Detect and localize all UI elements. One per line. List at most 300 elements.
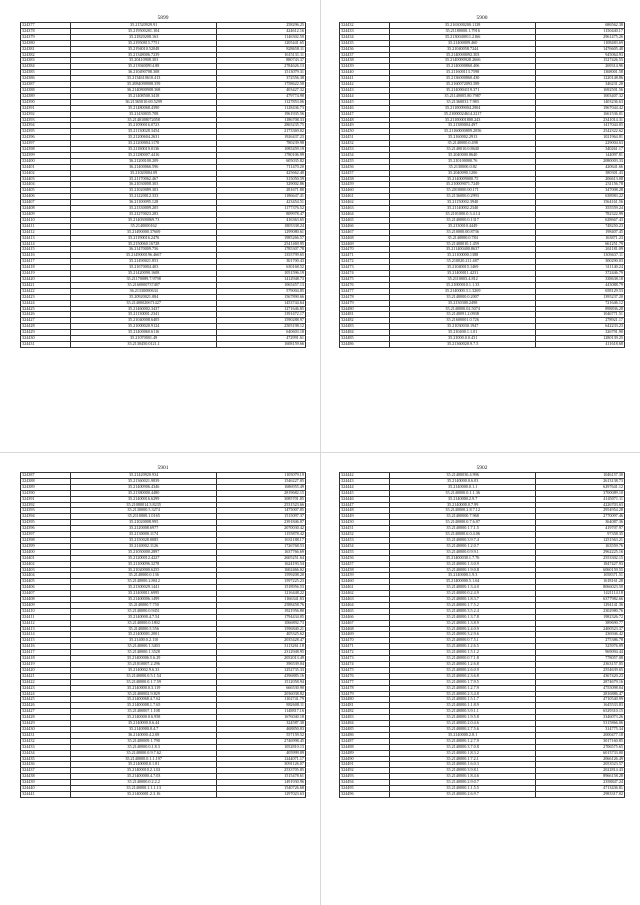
value-cell: 1546227.05 (217, 478, 306, 484)
coordinate-cell: 35.21400.0.2.110 (70, 638, 217, 644)
value-cell: 372446.79 (536, 271, 625, 277)
coordinate-cell: 35.21360020.9.7.5 (389, 341, 536, 347)
row-id-cell: 324434 (340, 34, 390, 40)
page-number: 5902 (476, 465, 488, 471)
row-id-cell: 324380 (21, 40, 71, 46)
value-cell: 6060159.55 (536, 567, 625, 573)
coordinate-cell: 35.2140000.3.1.3269 (389, 288, 536, 294)
value-cell: 1596840.21 (217, 626, 306, 632)
coordinate-cell: 35.21100000.1388 (389, 253, 536, 259)
value-cell: 2961475.26 (536, 34, 625, 40)
row-id-cell: 324490 (340, 756, 390, 762)
value-cell: 4755098.04 (536, 685, 625, 691)
value-cell: 1105079.19 (217, 473, 306, 479)
page-sheet (339, 464, 625, 798)
value-cell: 281671.80 (217, 188, 306, 194)
value-cell: 748250.23 (536, 223, 625, 229)
coordinate-cell: 35.21090016.0723 (70, 123, 217, 129)
coordinate-cell: 35.21160000809.2056 (389, 129, 536, 135)
value-cell: 372556.38 (217, 76, 306, 82)
value-cell: 1205441.65 (217, 40, 306, 46)
row-id-cell: 324467 (340, 620, 390, 626)
coordinate-cell: 35.2140000.1.3.0.9 (389, 561, 536, 567)
row-id-cell: 324386 (21, 76, 71, 82)
value-cell: 2358847.24 (536, 780, 625, 786)
coordinate-cell: 35.2140000.1.1.8.9 (389, 703, 536, 709)
coordinate-cell: 35.21400010.2.1.02 (70, 768, 217, 774)
row-id-cell: 324389 (21, 93, 71, 99)
value-cell: 1686955.49 (217, 484, 306, 490)
value-cell: 3700089.10 (536, 490, 625, 496)
value-cell: 686562.38 (536, 23, 625, 29)
coordinate-cell: 35.2140002.1126 (70, 543, 217, 549)
row-id-cell: 324422 (21, 679, 71, 685)
row-id-cell: 324410 (21, 608, 71, 614)
value-cell: 2400523.37 (536, 626, 625, 632)
value-cell: 1847427.93 (536, 561, 625, 567)
coordinate-cell: 35.2140000.0.9451 (70, 608, 217, 614)
coordinate-cell: 35.21400068.4.7.62 (70, 697, 217, 703)
value-cell: 2505198.12 (217, 324, 306, 330)
row-id-cell: 324481 (340, 312, 390, 318)
row-id-cell: 324429 (21, 330, 71, 336)
row-id-cell: 324452 (340, 141, 390, 147)
value-cell: 405999.09 (217, 750, 306, 756)
coordinate-cell: 35.210009071.7249 (389, 182, 536, 188)
value-cell: 1985266.57 (217, 235, 306, 241)
row-id-cell: 324472 (340, 259, 390, 265)
value-cell: 4710540.99 (536, 697, 625, 703)
value-cell: 315050.59 (217, 176, 306, 182)
row-id-cell: 324467 (340, 229, 390, 235)
coordinate-cell: 35.2140000.0.1317 (389, 217, 536, 223)
row-id-cell: 324397 (21, 532, 71, 538)
coordinate-cell: 35.2130000.1174 (70, 532, 217, 538)
coordinate-cell: 35.2140000.2.9.0.7 (389, 780, 536, 786)
row-id-cell: 324393 (21, 508, 71, 514)
row-id-cell: 324433 (340, 28, 390, 34)
coordinate-cell: 35.2140000.0.7.1.8 (389, 656, 536, 662)
row-id-cell: 324383 (21, 58, 71, 64)
value-cell: 721646.12 (536, 300, 625, 306)
value-cell: 347008.28 (536, 188, 625, 194)
coordinate-cell: 35.21200004.1170 (70, 141, 217, 147)
coordinate-cell: 35.2130300.2498 (389, 300, 536, 306)
row-id-cell: 324463 (340, 597, 390, 603)
value-cell: 2022814.43 (536, 768, 625, 774)
row-id-cell: 324491 (340, 762, 390, 768)
row-id-cell: 324460 (340, 579, 390, 585)
value-cell: 1512058.94 (217, 679, 306, 685)
row-id-cell: 324408 (21, 206, 71, 212)
data-table (20, 22, 306, 348)
row-id-cell: 324461 (340, 194, 390, 200)
coordinate-cell: 35.2120008.6977 (70, 526, 217, 532)
value-cell: 1395237.20 (536, 294, 625, 300)
row-id-cell: 324404 (21, 573, 71, 579)
coordinate-cell: 35.2140000.1.7.1.5 (389, 526, 536, 532)
coordinate-cell: 35.2140000.2.6.0.9 (389, 667, 536, 673)
value-cell: 380301.43 (536, 170, 625, 176)
coordinate-cell: 35.2130010.4449 (389, 223, 536, 229)
value-cell: 416363.65 (217, 217, 306, 223)
value-cell: 269314.96 (536, 64, 625, 70)
value-cell: 2000477.18 (536, 732, 625, 738)
page-sheet (20, 464, 306, 798)
value-cell: 658129.53 (536, 288, 625, 294)
row-id-cell: 324445 (340, 99, 390, 105)
value-cell: 640603.18 (217, 330, 306, 336)
coordinate-cell: 35.2140000.0.1.8.3 (70, 744, 217, 750)
value-cell: 828658.11 (217, 46, 306, 52)
row-id-cell: 324479 (340, 300, 390, 306)
value-cell: 1417044.05 (536, 123, 625, 129)
value-cell: 2983317.02 (536, 791, 625, 797)
row-id-cell: 324414 (21, 241, 71, 247)
row-id-cell: 324479 (340, 691, 390, 697)
row-id-cell: 324421 (21, 673, 71, 679)
row-id-cell: 324458 (340, 567, 390, 573)
coordinate-cell: 35.2140000.0.7.99 (389, 502, 536, 508)
row-id-cell: 324419 (21, 662, 71, 668)
value-cell: 579004.85 (217, 288, 306, 294)
value-cell: 1085459.19 (217, 147, 306, 153)
coordinate-cell: 35.2140000.0.136 (70, 573, 217, 579)
value-cell: 2874679.16 (536, 679, 625, 685)
coordinate-cell: 35.2140000.0.7.5.1 (389, 638, 536, 644)
value-cell: 1303637.11 (536, 253, 625, 259)
row-id-cell: 324446 (340, 105, 390, 111)
coordinate-cell: 35.2140000.0.7.6.07 (389, 520, 536, 526)
value-cell: 1785307.78 (217, 247, 306, 253)
coordinate-cell: 35.2140000.3.5.2.4 (389, 608, 536, 614)
coordinate-cell: 35.2140000.2.8612 (70, 579, 217, 585)
coordinate-cell: 35.2140000.2.3.4.8 (389, 691, 536, 697)
row-id-cell: 324447 (340, 502, 390, 508)
coordinate-cell: 35.2140000.3.7.0.8 (389, 744, 536, 750)
coordinate-cell: 35.2140000.0.6.958 (70, 715, 217, 721)
page-divider-horizontal (0, 452, 640, 453)
coordinate-cell: 35.21400008.1.7.65 (70, 703, 217, 709)
value-cell: 4145071.11 (536, 496, 625, 502)
coordinate-cell: 35.2140000.1.7.2.1 (389, 756, 536, 762)
value-cell: 1921956.80 (217, 608, 306, 614)
row-id-cell: 324437 (21, 768, 71, 774)
value-cell: 1294141.36 (536, 602, 625, 608)
value-cell: 1476605.48 (536, 46, 625, 52)
value-cell: 3085701.85 (217, 496, 306, 502)
coordinate-cell: 35.21040015.1469 (389, 265, 536, 271)
coordinate-cell: 35.21380000.4480 (70, 490, 217, 496)
row-id-cell: 324441 (21, 791, 71, 797)
coordinate-cell: 35.21490021.853 (70, 259, 217, 265)
value-cell: 231156.78 (536, 182, 625, 188)
value-cell: 1602466.02 (217, 567, 306, 573)
coordinate-cell: 35.2140000.0.9.7.62 (70, 750, 217, 756)
coordinate-cell: 35.2140000.0.784 (389, 235, 536, 241)
value-cell: 8066023.50 (536, 585, 625, 591)
value-cell: 1515097.37 (217, 514, 306, 520)
coordinate-cell: 35.2140000.2.3.6.8 (389, 673, 536, 679)
row-id-cell: 324475 (340, 667, 390, 673)
row-id-cell: 324401 (21, 555, 71, 561)
row-id-cell: 324488 (340, 744, 390, 750)
row-id-cell: 324388 (21, 478, 71, 484)
coordinate-cell: 35.21490000.37669 (70, 229, 217, 235)
row-id-cell: 324443 (340, 478, 390, 484)
value-cell: 340261.17 (536, 147, 625, 153)
row-id-cell: 324423 (21, 294, 71, 300)
coordinate-cell: 35.21070001.49 (70, 336, 217, 342)
coordinate-cell: 35.2140000.1.9.3 (389, 573, 536, 579)
row-id-cell: 324482 (340, 709, 390, 715)
coordinate-cell: 35.21100001800.243 (389, 117, 536, 123)
coordinate-cell: 35.2140000.5.556 (70, 626, 217, 632)
coordinate-cell: 35.2140000.0.5.1.54 (70, 673, 217, 679)
value-cell: 261181.09 (536, 247, 625, 253)
row-id-cell: 324468 (340, 235, 390, 241)
value-cell: 338638.18 (536, 276, 625, 282)
row-id-cell: 324435 (340, 40, 390, 46)
value-cell: 778057.08 (536, 656, 625, 662)
row-id-cell: 324485 (340, 726, 390, 732)
value-cell: 1515478.61 (217, 774, 306, 780)
value-cell: 8966158.28 (536, 774, 625, 780)
value-cell: 1624193.54 (217, 561, 306, 567)
coordinate-cell: 35.2140000.1.2.6.5 (389, 644, 536, 650)
row-id-cell: 324477 (340, 679, 390, 685)
row-id-cell: 324422 (21, 288, 71, 294)
value-cell: 275386.78 (536, 638, 625, 644)
value-cell: 1599208.20 (217, 573, 306, 579)
row-id-cell: 324450 (340, 129, 390, 135)
coordinate-cell: 35.21400001.2.3.16 (70, 791, 217, 797)
coordinate-cell: 35.2160002.2913 (389, 135, 536, 141)
value-cell: 3346073.26 (536, 715, 625, 721)
coordinate-cell: 35.2040000.8640 (389, 152, 536, 158)
row-id-cell: 324451 (340, 526, 390, 532)
coordinate-cell: 35.2140000860.406 (389, 64, 536, 70)
coordinate-cell: 35.21520929.91 (70, 23, 217, 29)
value-cell: 1146302.50 (217, 34, 306, 40)
row-id-cell: 324448 (340, 508, 390, 514)
data-table (339, 22, 625, 348)
coordinate-cell: 35.21408500.3418 (70, 93, 217, 99)
row-id-cell: 324390 (21, 490, 71, 496)
value-cell: 1403236.63 (536, 99, 625, 105)
coordinate-cell: 35.2140000162 (70, 223, 217, 229)
coordinate-cell: 35.2140000.1.2.6.8 (389, 662, 536, 668)
row-id-cell: 324402 (21, 561, 71, 567)
value-cell: 278921.17 (536, 318, 625, 324)
value-cell: 1155878.42 (217, 532, 306, 538)
value-cell: 236946.42 (536, 632, 625, 638)
coordinate-cell: 35.2140000.7.750 (70, 602, 217, 608)
row-id-cell: 324456 (340, 164, 390, 170)
coordinate-cell: 35.2134610610.413 (70, 76, 217, 82)
coordinate-cell: 35.21020008.995 (70, 520, 217, 526)
row-id-cell: 324464 (340, 212, 390, 218)
coordinate-cell: 35.21170062.467 (70, 176, 217, 182)
coordinate-cell: 35.2140000.0.9.9.1 (389, 549, 536, 555)
row-id-cell: 324438 (21, 774, 71, 780)
row-id-cell: 324450 (340, 520, 390, 526)
coordinate-cell: 35.21040008.6405 (70, 318, 217, 324)
coordinate-cell: 35.2140000.0.498 (389, 141, 536, 147)
row-id-cell: 324392 (21, 502, 71, 508)
coordinate-cell: 35.21140005.80.7987 (389, 93, 536, 99)
row-id-cell: 324485 (340, 336, 390, 342)
row-id-cell: 324466 (340, 223, 390, 229)
row-id-cell: 324464 (340, 602, 390, 608)
data-table (20, 472, 306, 798)
coordinate-cell: 35.21180000.1.7916 (389, 28, 536, 34)
coordinate-cell: 35.21460002.3437 (70, 306, 217, 312)
row-id-cell: 324414 (21, 632, 71, 638)
value-cell: 1280139.25 (536, 336, 625, 342)
coordinate-cell: 35.2110009004.2904 (389, 105, 536, 111)
value-cell: 1299080.61 (217, 229, 306, 235)
value-cell: 479774.98 (217, 93, 306, 99)
value-cell: 6015733.00 (536, 750, 625, 756)
row-id-cell: 324471 (340, 644, 390, 650)
row-id-cell: 324395 (21, 520, 71, 526)
value-cell: 1421114.18 (536, 591, 625, 597)
coordinate-cell: 35.21280007.4416 (70, 152, 217, 158)
value-cell: 1066892.73 (217, 620, 306, 626)
row-id-cell: 324440 (21, 786, 71, 792)
row-id-cell: 324433 (21, 744, 71, 750)
coordinate-cell: 35.21400006.5.6.29 (70, 656, 217, 662)
value-cell: 4713436.81 (536, 786, 625, 792)
coordinate-cell: 35.2140000.1.5.1.2 (389, 650, 536, 656)
value-cell: 1046157.30 (536, 473, 625, 479)
coordinate-cell: 35.2140000.02.5074 (389, 306, 536, 312)
value-cell: 1692501.56 (536, 87, 625, 93)
coordinate-cell: 35.2140000.1.2.0.7 (389, 543, 536, 549)
coordinate-cell: 35.21010007.2.296 (70, 662, 217, 668)
coordinate-cell: 35.2140000.2.8.1 (389, 732, 536, 738)
row-id-cell: 324476 (340, 282, 390, 288)
value-cell: 1252735.33 (217, 667, 306, 673)
value-cell: 1590288.97 (217, 318, 306, 324)
row-id-cell: 324399 (21, 152, 71, 158)
row-id-cell: 324454 (340, 543, 390, 549)
row-id-cell: 324420 (21, 667, 71, 673)
coordinate-cell: 35.21400011.4231 (389, 271, 536, 277)
value-cell: 1021964.81 (536, 135, 625, 141)
row-id-cell: 324455 (340, 549, 390, 555)
row-id-cell: 324473 (340, 656, 390, 662)
coordinate-cell: 35.21330009.205 (70, 206, 217, 212)
row-id-cell: 324448 (340, 117, 390, 123)
coordinate-cell: 35.21380004.497 (389, 123, 536, 129)
coordinate-cell: 35.21400020671427 (70, 300, 217, 306)
row-id-cell: 324459 (340, 573, 390, 579)
value-cell: 1661536.01 (536, 111, 625, 117)
row-id-cell: 324438 (340, 58, 390, 64)
row-id-cell: 324427 (21, 709, 71, 715)
row-id-cell: 324421 (21, 282, 71, 288)
row-id-cell: 324494 (340, 780, 390, 786)
coordinate-cell: 35.2150060.16728 (70, 241, 217, 247)
value-cell: 628667.43 (536, 217, 625, 223)
row-id-cell: 324466 (340, 614, 390, 620)
value-cell: 1186708.33 (217, 117, 306, 123)
value-cell: 2363157.05 (536, 662, 625, 668)
coordinate-cell: 35.2140000.4.7.54 (70, 614, 217, 620)
coordinate-cell: 35.210100000.76 (389, 158, 536, 164)
row-id-cell: 324411 (21, 614, 71, 620)
value-cell: 1758622.50 (217, 82, 306, 88)
coordinate-cell: 35.21020000.6255 (70, 567, 217, 573)
row-id-cell: 324462 (340, 591, 390, 597)
value-cell: 2173369.02 (217, 129, 306, 135)
value-cell: 3113261.18 (217, 644, 306, 650)
coordinate-cell: 35.2101000.0.3.4.14 (389, 212, 536, 218)
row-id-cell: 324391 (21, 496, 71, 502)
row-id-cell: 324377 (21, 23, 71, 29)
coordinate-cell: 35.21420090.1608 (70, 271, 217, 277)
row-id-cell: 324397 (21, 141, 71, 147)
coordinate-cell: 35.2140000.1.3403 (70, 644, 217, 650)
row-id-cell: 324481 (340, 703, 390, 709)
coordinate-cell: 35.21400906.4346 (70, 484, 217, 490)
value-cell: 2066126.49 (536, 756, 625, 762)
value-cell: 1412948.73 (217, 276, 306, 282)
coordinate-cell: 35.21400002.9.829 (70, 691, 217, 697)
coordinate-cell: 35.21400000.4.7.03 (70, 774, 217, 780)
row-id-cell: 324451 (340, 135, 390, 141)
row-id-cell: 324462 (340, 200, 390, 206)
value-cell: 1805338.24 (217, 223, 306, 229)
row-id-cell: 324469 (340, 241, 390, 247)
coordinate-cell: 35.21000.0.0.431 (389, 336, 536, 342)
value-cell: 638983.22 (536, 194, 625, 200)
value-cell: 880743.37 (217, 58, 306, 64)
value-cell: 945064.93 (536, 52, 625, 58)
coordinate-cell: 35.2140000.2.0.4.6 (389, 721, 536, 727)
coordinate-cell: 35.21670004.403 (70, 265, 217, 271)
row-id-cell: 324484 (340, 330, 390, 336)
value-cell: 1982326.72 (536, 614, 625, 620)
row-id-cell: 324446 (340, 496, 390, 502)
value-cell: 364087.36 (536, 520, 625, 526)
coordinate-cell: 35.2140000.2.4.0.9 (389, 626, 536, 632)
value-cell: 425662.40 (217, 170, 306, 176)
row-id-cell: 324483 (340, 715, 390, 721)
coordinate-cell: 35.2010000.00.171 (389, 188, 536, 194)
row-id-cell: 324473 (340, 265, 390, 271)
value-cell: 2302980.76 (536, 608, 625, 614)
value-cell: 1645533.83 (536, 703, 625, 709)
value-cell: 1518956.53 (217, 585, 306, 591)
value-cell: 423454.51 (217, 200, 306, 206)
row-id-cell: 324429 (21, 721, 71, 727)
value-cell: 1391472.17 (217, 312, 306, 318)
row-id-cell: 324478 (340, 294, 390, 300)
row-id-cell: 324476 (340, 673, 390, 679)
coordinate-cell: 35.2130040011.2166 (389, 34, 536, 40)
row-id-cell: 324411 (21, 223, 71, 229)
row-id-cell: 324425 (21, 697, 71, 703)
row-id-cell: 324436 (21, 762, 71, 768)
coordinate-cell: 35.21400007.1.108 (70, 709, 217, 715)
value-cell: 2784626.13 (217, 64, 306, 70)
value-cell: 4226703.63 (536, 502, 625, 508)
row-id-cell: 324415 (21, 638, 71, 644)
coordinate-cell: 35.21400016.6299 (70, 496, 217, 502)
